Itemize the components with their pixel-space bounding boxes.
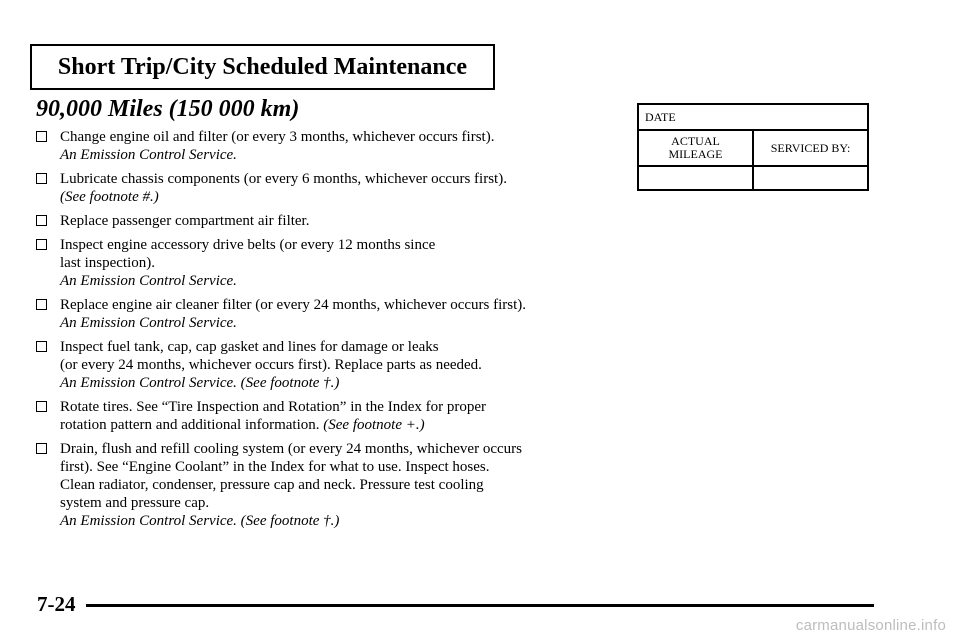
checklist-item (36, 128, 616, 164)
checklist-item (36, 398, 616, 434)
actual-mileage-label-line1: ACTUAL (671, 134, 720, 148)
item-text: rotation pattern and additional information. (60, 417, 320, 433)
checkbox[interactable] (36, 401, 47, 412)
item-text: first). See “Engine Coolant” in the Index for what to use. Inspect hoses. (60, 459, 490, 475)
checklist-item (36, 338, 616, 392)
checklist-item (36, 170, 616, 206)
checkbox[interactable] (36, 443, 47, 454)
item-note: An Emission Control Service. (See footnote †.) (60, 375, 340, 391)
serviced-by-entry[interactable] (753, 166, 868, 190)
checkbox[interactable] (36, 173, 47, 184)
date-label: DATE (638, 104, 868, 130)
actual-mileage-label (638, 130, 753, 166)
item-text: (or every 24 months, whichever occurs first). Replace parts as needed. (60, 357, 482, 373)
maintenance-checklist (36, 128, 616, 536)
page-number: 7-24 (37, 592, 76, 616)
item-text: last inspection). (60, 255, 155, 271)
checklist-item (36, 236, 616, 290)
item-note: An Emission Control Service. (60, 147, 237, 163)
item-note: (See footnote #.) (60, 189, 159, 205)
checkbox[interactable] (36, 239, 47, 250)
watermark: carmanualsonline.info (795, 617, 946, 634)
item-note: An Emission Control Service. (See footnote †.) (60, 513, 340, 529)
footer-rule (86, 604, 874, 607)
checkbox[interactable] (36, 341, 47, 352)
item-text: Inspect fuel tank, cap, cap gasket and lines for damage or leaks (60, 339, 439, 355)
item-text: Replace passenger compartment air filter. (60, 213, 310, 229)
item-text: Replace engine air cleaner filter (or every 24 months, whichever occurs first). (60, 297, 527, 313)
item-text: Clean radiator, condenser, pressure cap and neck. Pressure test cooling (60, 477, 484, 493)
checkbox[interactable] (36, 131, 47, 142)
item-text: Rotate tires. See “Tire Inspection and Rotation” in the Index for proper (60, 399, 486, 415)
item-text: Lubricate chassis components (or every 6 months, whichever occurs first). (60, 171, 507, 187)
section-title: 90,000 Miles (150 000 km) (36, 96, 300, 122)
item-note: (See footnote +.) (319, 417, 425, 433)
item-text: Inspect engine accessory drive belts (or every 12 months since (60, 237, 436, 253)
item-text: system and pressure cap. (60, 495, 210, 511)
checklist-item (36, 296, 616, 332)
serviced-by-label: SERVICED BY: (753, 130, 868, 166)
checklist-item (36, 440, 616, 530)
checkbox[interactable] (36, 299, 47, 310)
page-header-title: Short Trip/City Scheduled Maintenance (30, 44, 495, 90)
actual-mileage-entry[interactable] (638, 166, 753, 190)
item-note: An Emission Control Service. (60, 315, 237, 331)
checkbox[interactable] (36, 215, 47, 226)
actual-mileage-label-line2: MILEAGE (668, 147, 723, 161)
item-text: Drain, flush and refill cooling system (or every 24 months, whichever occurs (60, 441, 522, 457)
item-text-line (60, 416, 616, 434)
service-log-table (637, 103, 869, 191)
checklist-item (36, 212, 616, 230)
item-note: An Emission Control Service. (60, 273, 237, 289)
item-text: Change engine oil and filter (or every 3 months, whichever occurs first). (60, 129, 495, 145)
